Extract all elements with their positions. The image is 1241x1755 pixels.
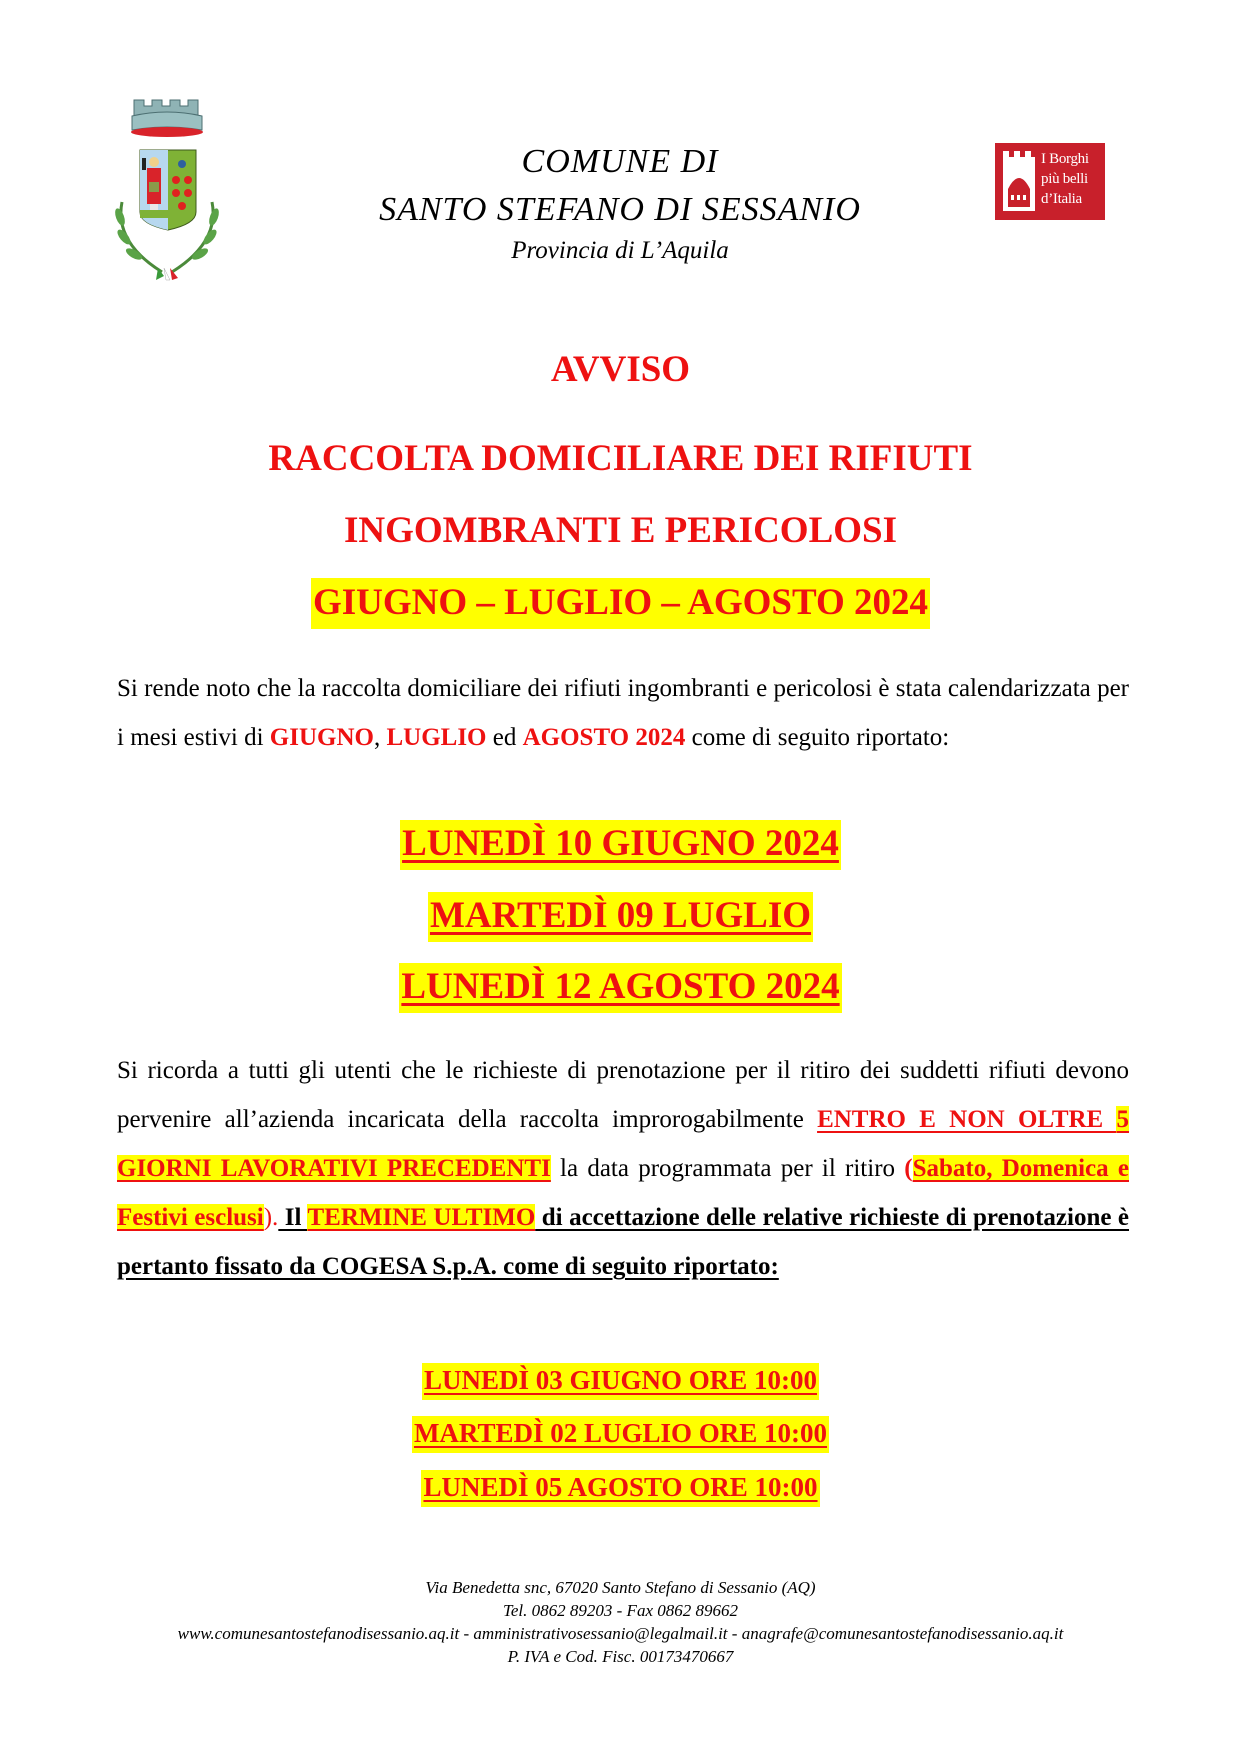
footer-address: Via Benedetta snc, 67020 Santo Stefano di Sessanio (AQ) bbox=[425, 1578, 816, 1597]
province: Provincia di L’Aquila bbox=[511, 237, 729, 264]
footer-website-link[interactable]: www.comunesantostefanodisessanio.aq.it bbox=[177, 1624, 460, 1643]
reminder-paragraph bbox=[117, 1046, 1129, 1291]
intro-month-august: AGOSTO 2024 bbox=[522, 724, 686, 751]
booking-deadline-june bbox=[0, 1365, 1241, 1396]
deadline-phrase-b: 5 GIORNI LAVORATIVI PRECEDENTI bbox=[117, 1106, 1129, 1182]
intro-text-b: come di seguito riportato: bbox=[685, 724, 950, 751]
deadline-phrase-a: ENTRO E NON OLTRE bbox=[817, 1106, 1117, 1133]
crown-icon bbox=[131, 100, 203, 137]
notice-label: AVVISO bbox=[550, 349, 691, 390]
paren-close: ). bbox=[263, 1204, 279, 1231]
coat-of-arms-logo bbox=[92, 92, 242, 284]
footer-sep: - bbox=[459, 1624, 474, 1643]
collection-date-july bbox=[0, 894, 1241, 937]
footer-vat: P. IVA e Cod. Fisc. 00173470667 bbox=[507, 1647, 734, 1666]
footer-contacts bbox=[0, 1622, 1241, 1645]
booking-deadline-july bbox=[0, 1418, 1241, 1449]
reminder-text-a: Si ricorda a tutti gli utenti che le richieste di prenotazione per il ritiro dei suddetti rifiuti devono pervenire all’azienda incaricata della raccolta improrogabilmente bbox=[117, 1057, 1129, 1133]
reminder-text-b: la data programmata per il ritiro bbox=[550, 1155, 905, 1182]
collection-date-text: MARTEDÌ 09 LUGLIO bbox=[428, 892, 813, 942]
footer-sep: - bbox=[727, 1624, 742, 1643]
notice-period bbox=[0, 581, 1241, 624]
paren-open: ( bbox=[904, 1155, 913, 1182]
intro-month-july: LUGLIO bbox=[386, 724, 487, 751]
borghi-line-2: più belli bbox=[1041, 171, 1088, 187]
footer-pec-link[interactable]: amministrativosessanio@legalmail.it bbox=[473, 1624, 728, 1643]
collection-date-text: LUNEDÌ 12 AGOSTO 2024 bbox=[399, 963, 841, 1013]
booking-deadline-text: LUNEDÌ 05 AGOSTO ORE 10:00 bbox=[421, 1470, 819, 1507]
borghi-line-3: d’Italia bbox=[1041, 191, 1082, 207]
reminder-il: Il bbox=[278, 1204, 308, 1231]
footer-phone: Tel. 0862 89203 - Fax 0862 89662 bbox=[502, 1601, 738, 1620]
borghi-line-1: I Borghi bbox=[1041, 151, 1089, 167]
collection-date-text: LUNEDÌ 10 GIUGNO 2024 bbox=[400, 820, 841, 870]
header-line-1: COMUNE DI bbox=[521, 143, 719, 180]
notice-title-line-1: RACCOLTA DOMICILIARE DEI RIFIUTI bbox=[268, 438, 973, 479]
municipality-name: SANTO STEFANO DI SESSANIO bbox=[379, 191, 861, 228]
intro-sep-2: ed bbox=[486, 724, 523, 751]
notice-period-text: GIUGNO – LUGLIO – AGOSTO 2024 bbox=[311, 578, 930, 629]
footer-email-link[interactable]: anagrafe@comunesantostefanodisessanio.aq.it bbox=[741, 1624, 1064, 1643]
booking-deadline-august bbox=[0, 1472, 1241, 1503]
municipality-header bbox=[300, 138, 940, 268]
final-deadline-label: TERMINE ULTIMO bbox=[307, 1204, 536, 1231]
intro-paragraph bbox=[117, 664, 1129, 762]
intro-month-june: GIUGNO bbox=[269, 724, 374, 751]
borghi-piu-belli-logo bbox=[995, 143, 1105, 220]
notice-title-line-2: INGOMBRANTI E PERICOLOSI bbox=[343, 510, 898, 551]
intro-sep-1: , bbox=[373, 724, 387, 751]
excluded-days: Sabato, Domenica e Festivi esclusi bbox=[117, 1155, 1129, 1231]
booking-deadline-text: LUNEDÌ 03 GIUGNO ORE 10:00 bbox=[422, 1363, 819, 1400]
booking-deadline-text: MARTEDÌ 02 LUGLIO ORE 10:00 bbox=[412, 1416, 829, 1453]
castle-icon bbox=[1001, 149, 1037, 213]
collection-date-june bbox=[0, 822, 1241, 865]
footer bbox=[0, 1576, 1241, 1668]
intro-text-a: Si rende noto che la raccolta domiciliare dei rifiuti ingombranti e pericolosi è stata calendarizzata per i mesi estivi di bbox=[117, 675, 1129, 751]
collection-date-august bbox=[0, 965, 1241, 1008]
reminder-text-c: di accettazione delle relative richieste di prenotazione è pertanto fissato da COGESA S.p.A. come di seguito riportato: bbox=[117, 1204, 1130, 1280]
